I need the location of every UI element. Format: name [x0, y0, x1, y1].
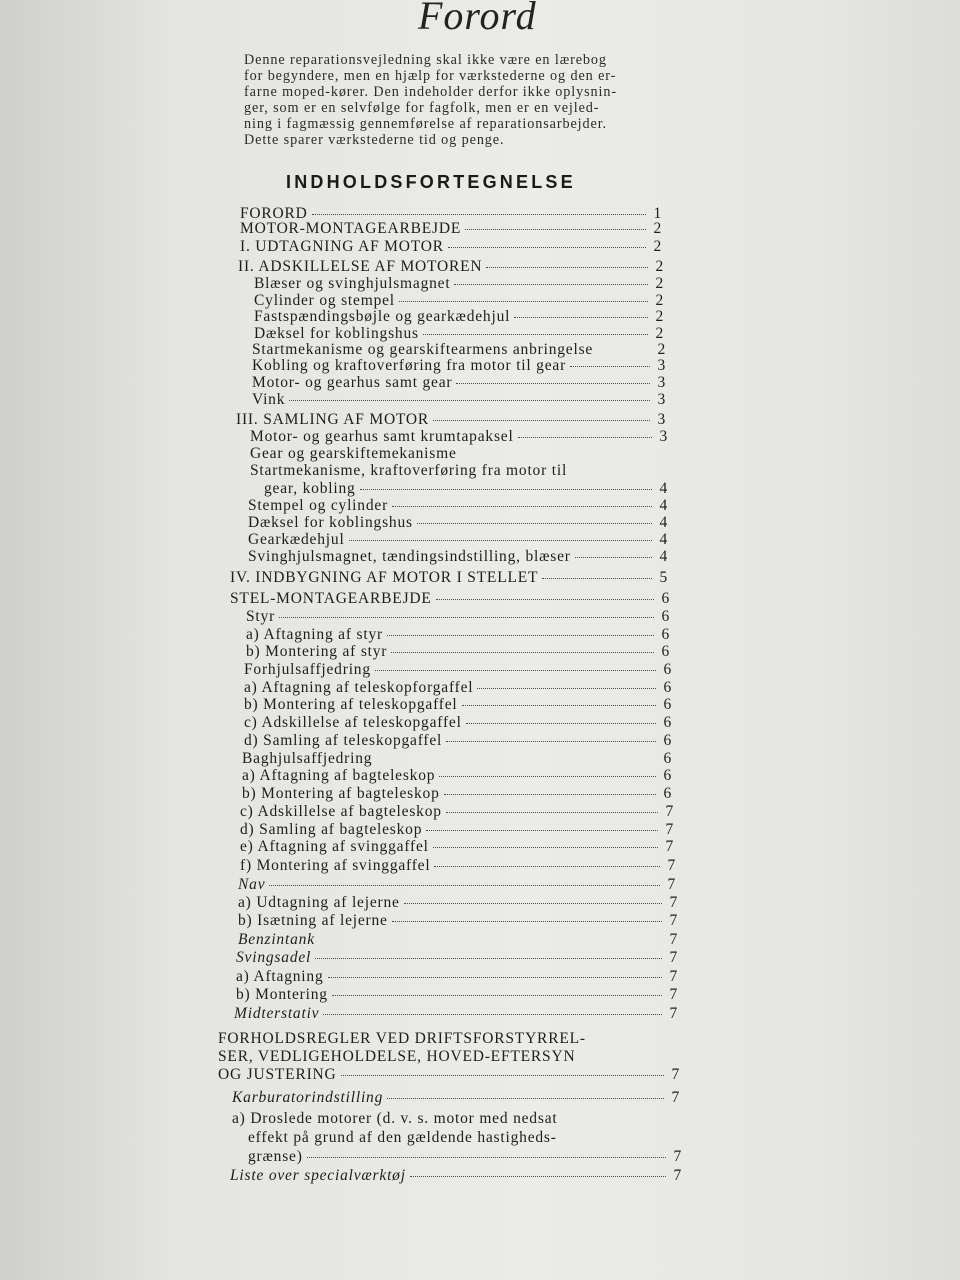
toc-entry-label: Svingsadel — [236, 949, 312, 966]
toc-entry-label: Gearkædehjul — [248, 531, 345, 548]
dot-leader — [410, 1164, 666, 1177]
dot-leader — [349, 528, 652, 541]
toc-heading: INDHOLDSFORTEGNELSE — [286, 172, 576, 192]
toc-entry-page: 3 — [659, 428, 668, 445]
toc-entry-label: Startmekanisme og gearskiftearmens anbringelse — [252, 341, 594, 358]
dot-leader — [444, 782, 656, 795]
toc-entry-page: 7 — [665, 803, 674, 820]
toc-entry-label: b) Isætning af lejerne — [238, 912, 388, 929]
toc-entry-page: 7 — [669, 1005, 678, 1022]
toc-entry-page: 1 — [653, 205, 662, 222]
toc-entry-page: 2 — [653, 220, 662, 237]
dot-leader — [462, 693, 656, 706]
toc-entry-page: 2 — [655, 275, 664, 292]
dot-leader — [392, 494, 652, 507]
toc-entry-page: 6 — [661, 643, 670, 660]
toc-entry — [252, 391, 666, 409]
toc-entry-page: 6 — [663, 732, 672, 749]
toc-entry-page: 7 — [669, 949, 678, 966]
toc-entry-label: gear, kobling — [264, 480, 356, 497]
dot-leader — [433, 408, 650, 421]
toc-entry-label: Forhjulsaffjedring — [244, 661, 371, 678]
dot-leader — [465, 217, 646, 230]
dot-leader — [477, 676, 656, 689]
toc-entry-page: 3 — [657, 374, 666, 391]
dot-leader — [387, 1086, 664, 1099]
intro-line: Denne reparationsvejledning skal ikke være en lærebog — [244, 52, 607, 68]
toc-entry-label: a) Aftagning af bagteleskop — [242, 767, 436, 784]
toc-entry-label: a) Aftagning — [236, 968, 324, 985]
toc-entry — [244, 732, 672, 750]
toc-entry-page: 7 — [669, 894, 678, 911]
dot-leader — [323, 1002, 662, 1015]
toc-entry-label: a) Aftagning af teleskopforgaffel — [244, 679, 474, 696]
toc-entry-page: 7 — [671, 1066, 680, 1083]
toc-entry-label: a) Udtagning af lejerne — [238, 894, 400, 911]
toc-entry-page: 7 — [669, 986, 678, 1003]
toc-entry-label: OG JUSTERING — [218, 1066, 337, 1083]
toc-entry — [238, 912, 678, 930]
toc-entry-label: Fastspændingsbøjle og gearkædehjul — [254, 308, 511, 325]
toc-entry-label: Dæksel for koblingshus — [254, 325, 419, 342]
toc-entry-page: 7 — [673, 1148, 682, 1165]
toc-entry-page: 7 — [665, 821, 674, 838]
toc-entry-label: e) Aftagning af svinggaffel — [240, 838, 429, 855]
toc-entry-page: 4 — [659, 497, 668, 514]
toc-entry-label: Karburatorindstilling — [232, 1089, 384, 1106]
dot-leader — [514, 305, 648, 318]
intro-line: for begyndere, men en hjælp for værkstederne og den er- — [244, 68, 617, 84]
toc-entry-label: Motor- og gearhus samt krumtapaksel — [250, 428, 514, 445]
toc-entry-label: Styr — [246, 608, 276, 625]
dot-leader — [332, 983, 662, 996]
dot-leader — [341, 1063, 664, 1076]
toc-entry — [232, 1089, 680, 1107]
toc-entry-page: 6 — [663, 750, 672, 767]
toc-entry-page: 7 — [673, 1167, 682, 1184]
toc-entry — [230, 1167, 682, 1185]
toc-entry-label: b) Montering af teleskopgaffel — [244, 696, 458, 713]
dot-leader — [426, 818, 658, 831]
toc-entry-label: b) Montering af bagteleskop — [242, 785, 440, 802]
toc-entry-page: 6 — [663, 661, 672, 678]
dot-leader — [486, 255, 648, 268]
toc-entry-label: Midterstativ — [234, 1005, 320, 1022]
toc-entry-page: 4 — [659, 531, 668, 548]
toc-entry-label: II. ADSKILLELSE AF MOTOREN — [238, 258, 483, 275]
dot-leader — [454, 272, 648, 285]
intro-line: farne moped-kører. Den indeholder derfor ikke oplysnin- — [244, 84, 617, 100]
toc-entry-page: 2 — [655, 292, 664, 309]
dot-leader — [375, 658, 656, 671]
dot-leader — [518, 425, 652, 438]
dot-leader — [433, 835, 658, 848]
toc-entry-label: Benzintank — [238, 931, 315, 948]
dot-leader — [439, 764, 656, 777]
toc-entry-label: Baghjulsaffjedring — [242, 750, 373, 767]
toc-entry-page: 7 — [667, 857, 676, 874]
toc-entry-label: I. UDTAGNING AF MOTOR — [240, 238, 444, 255]
toc-entry-label: Motor- og gearhus samt gear — [252, 374, 453, 391]
toc-entry-page: 4 — [659, 514, 668, 531]
toc-entry — [250, 445, 668, 463]
dot-leader — [417, 511, 652, 524]
dot-leader — [289, 388, 650, 401]
dot-leader — [392, 909, 662, 922]
toc-entry-page: 6 — [663, 767, 672, 784]
dot-leader — [307, 1145, 666, 1158]
toc-entry — [240, 238, 662, 256]
toc-entry-label: effekt på grund af den gældende hastigheds- — [248, 1129, 557, 1146]
dot-leader — [575, 545, 652, 558]
dot-leader — [434, 854, 660, 867]
toc-entry-page: 6 — [661, 608, 670, 625]
dot-leader — [312, 202, 646, 215]
page-title: Forord — [418, 0, 537, 38]
dot-leader — [436, 587, 654, 600]
toc-entry-label: Kobling og kraftoverføring fra motor til gear — [252, 357, 567, 374]
toc-entry-label: Startmekanisme, kraftoverføring fra motor til — [250, 462, 568, 479]
toc-entry-label: f) Montering af svinggaffel — [240, 857, 431, 874]
toc-entry-label: Cylinder og stempel — [254, 292, 395, 309]
intro-line: Dette sparer værkstederne tid og penge. — [244, 132, 505, 148]
toc-entry-label: Gear og gearskiftemekanisme — [250, 445, 457, 462]
toc-entry-page: 6 — [663, 785, 672, 802]
toc-entry-page: 2 — [655, 325, 664, 342]
toc-entry-label: c) Adskillelse af bagteleskop — [240, 803, 442, 820]
toc-entry-label: Blæser og svinghjulsmagnet — [254, 275, 451, 292]
toc-entry-page: 7 — [669, 968, 678, 985]
toc-entry-label: IV. INDBYGNING AF MOTOR I STELLET — [230, 569, 539, 586]
toc-entry-page: 5 — [659, 569, 668, 586]
dot-leader — [466, 711, 656, 724]
toc-entry-page: 6 — [663, 696, 672, 713]
toc-entry — [232, 1110, 682, 1128]
dot-leader — [456, 371, 650, 384]
toc-entry-label: FORHOLDSREGLER VED DRIFTSFORSTYRREL- — [218, 1030, 586, 1047]
toc-entry-label: c) Adskillelse af teleskopgaffel — [244, 714, 462, 731]
dot-leader — [446, 729, 656, 742]
toc-entry-page: 6 — [663, 679, 672, 696]
toc-entry-label: Nav — [238, 876, 266, 893]
toc-entry-label: d) Samling af teleskopgaffel — [244, 732, 443, 749]
toc-entry — [248, 548, 668, 566]
intro-line: ning i fagmæssig gennemførelse af reparationsarbejder. — [244, 116, 607, 132]
toc-entry — [250, 428, 668, 446]
dot-leader — [328, 965, 662, 978]
toc-entry-page: 4 — [659, 480, 668, 497]
toc-entry — [218, 1066, 680, 1084]
toc-entry — [218, 1030, 680, 1048]
toc-entry-label: b) Montering af styr — [246, 643, 388, 660]
dot-leader — [446, 800, 658, 813]
toc-entry — [230, 569, 668, 587]
toc-entry-page: 6 — [663, 714, 672, 731]
toc-entry-page: 2 — [655, 258, 664, 275]
toc-entry-label: Dæksel for koblingshus — [248, 514, 413, 531]
dot-leader — [391, 640, 654, 653]
toc-entry-page: 4 — [659, 548, 668, 565]
toc-entry-page: 3 — [657, 411, 666, 428]
toc-entry-label: III. SAMLING AF MOTOR — [236, 411, 430, 428]
dot-leader — [404, 891, 662, 904]
toc-entry-label: a) Droslede motorer (d. v. s. motor med nedsat — [232, 1110, 558, 1127]
toc-entry-label: a) Aftagning af styr — [246, 626, 383, 643]
toc-entry-label: grænse) — [248, 1148, 303, 1165]
toc-entry-page: 7 — [669, 912, 678, 929]
toc-entry-page: 2 — [653, 238, 662, 255]
dot-leader — [269, 873, 660, 886]
toc-entry-label: Svinghjulsmagnet, tændingsindstilling, blæser — [248, 548, 571, 565]
toc-entry-page: 7 — [669, 931, 678, 948]
dot-leader — [542, 566, 652, 579]
toc-entry-label: b) Montering — [236, 986, 328, 1003]
toc-entry-label: Vink — [252, 391, 286, 408]
toc-entry — [234, 1005, 678, 1023]
toc-entry-label: Liste over specialværktøj — [230, 1167, 406, 1184]
dot-leader — [448, 235, 646, 248]
toc-entry-page: 7 — [667, 876, 676, 893]
dot-leader — [279, 605, 654, 618]
dot-leader — [423, 322, 648, 335]
toc-entry-label: Stempel og cylinder — [248, 497, 389, 514]
toc-entry-page: 3 — [657, 391, 666, 408]
toc-entry-label: FORORD — [240, 205, 308, 222]
toc-entry-page: 6 — [661, 590, 670, 607]
toc-entry-page: 7 — [671, 1089, 680, 1106]
dot-leader — [315, 946, 662, 959]
toc-entry-label: MOTOR-MONTAGEARBEJDE — [240, 220, 462, 237]
toc-entry-page: 7 — [665, 838, 674, 855]
dot-leader — [399, 289, 648, 302]
toc-entry-page: 2 — [655, 308, 664, 325]
toc-entry-label: STEL-MONTAGEARBEJDE — [230, 590, 432, 607]
intro-line: ger, som er en selvfølge for fagfolk, men er en vejled- — [244, 100, 600, 116]
toc-entry-page: 2 — [657, 341, 666, 358]
dot-leader — [387, 623, 654, 636]
dot-leader — [360, 477, 652, 490]
toc-entry-page: 6 — [661, 626, 670, 643]
dot-leader — [570, 354, 650, 367]
toc-entry-page: 3 — [657, 357, 666, 374]
toc-entry-label: d) Samling af bagteleskop — [240, 821, 423, 838]
toc-entry-label: SER, VEDLIGEHOLDELSE, HOVED-EFTERSYN — [218, 1048, 576, 1065]
